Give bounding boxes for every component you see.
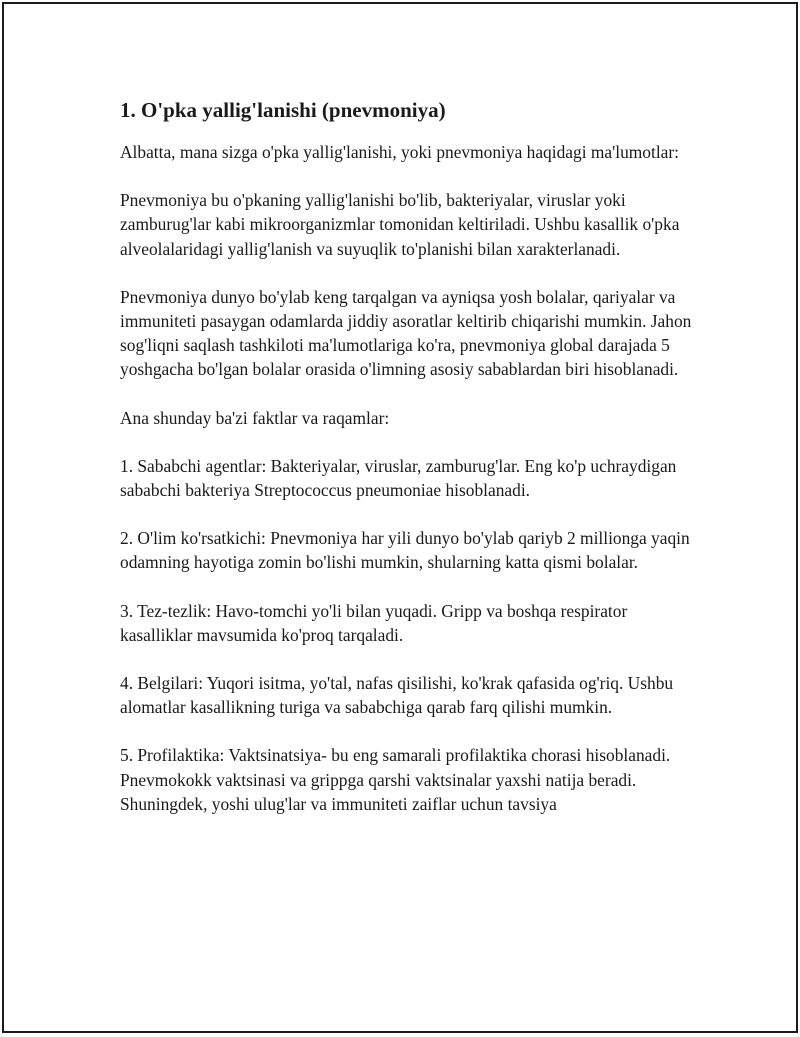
document-page — [2, 2, 798, 1033]
fact-item-symptoms: 4. Belgilari: Yuqori isitma, yo'tal, nafas qisilishi, ko'krak qafasida og'riq. Ushbu alomatlar kasallikning turiga va sababchiga qarab farq qilishi mumkin. — [120, 673, 674, 718]
paragraph-prevalence: Pnevmoniya dunyo bo'ylab keng tarqalgan va ayniqsa yosh bolalar, qariyalar va immuniteti pasaygan odamlarda jiddiy asoratlar keltirib chiqarishi mumkin. Jahon sog'liqni saqlash tashkiloti ma'lumotlariga ko'ra, pnevmoniya global darajada 5 yoshgacha bo'lgan bolalar orasida o'limning asosiy sabablardan biri hisoblanadi. — [120, 286, 692, 380]
fact-item-frequency: 3. Tez-tezlik: Havo-tomchi yo'li bilan yuqadi. Gripp va boshqa respirator kasalliklar mavsumida ko'proq tarqaladi. — [120, 600, 628, 645]
fact-item-mortality: 2. O'lim ko'rsatkichi: Pnevmoniya har yili dunyo bo'ylab qariyb 2 millionga yaqin odamning hayotiga zomin bo'lishi mumkin, shularning katta qismi bolalar. — [120, 528, 690, 573]
document-title: 1. O'pka yallig'lanishi (pnevmoniya) — [120, 98, 446, 122]
paragraph-intro: Albatta, mana sizga o'pka yallig'lanishi, yoki pnevmoniya haqidagi ma'lumotlar: — [120, 142, 680, 162]
paragraph-definition: Pnevmoniya bu o'pkaning yallig'lanishi bo'lib, bakteriyalar, viruslar yoki zamburug'lar kabi mikroorganizmlar tomonidan keltiriladi. Ushbu kasallik o'pka alveolalaridagi yallig'lanish va suyuqlik to'planishi bilan xarakterlanadi. — [120, 190, 680, 259]
paragraph-facts-intro: Ana shunday ba'zi faktlar va raqamlar: — [120, 407, 390, 428]
fact-item-causes: 1. Sababchi agentlar: Bakteriyalar, viruslar, zamburug'lar. Eng ko'p uchraydigan sababchi bakteriya Streptococcus pneumoniae hisoblanadi. — [120, 455, 677, 501]
fact-item-prevention: 5. Profilaktika: Vaktsinatsiya- bu eng samarali profilaktika chorasi hisoblanadi. Pnevmokokk vaktsinasi va grippga qarshi vaktsinalar yaxshi natija beradi. Shuningdek, yoshi ulug'lar va immuniteti zaiflar uchun tavsiya — [120, 745, 671, 814]
document-body — [120, 96, 700, 816]
